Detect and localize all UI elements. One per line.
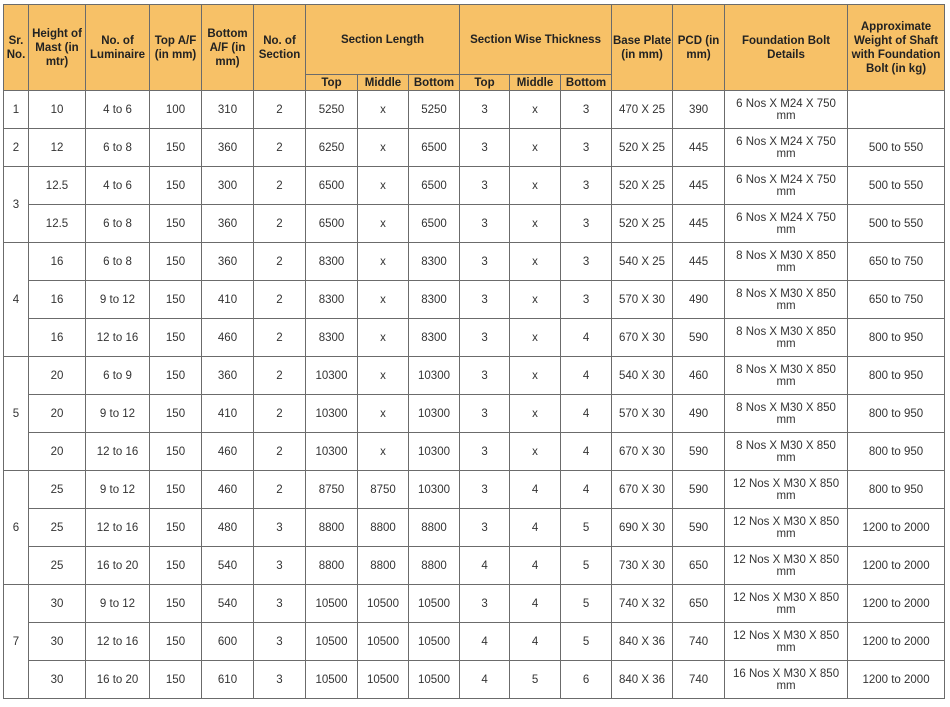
cell-length-bottom: 6500 [409,167,460,205]
cell-length-bottom: 8300 [409,243,460,281]
cell-pcd: 590 [673,471,725,509]
cell-top-af: 150 [150,243,202,281]
header-base-plate: Base Plate (in mm) [612,5,673,91]
cell-top-af: 150 [150,167,202,205]
cell-length-top: 6500 [306,167,358,205]
cell-luminaire: 12 to 16 [86,319,150,357]
cell-thickness-middle: x [510,243,561,281]
cell-sr-no: 2 [4,129,29,167]
cell-base-plate: 730 X 30 [612,547,673,585]
cell-length-top: 8800 [306,547,358,585]
cell-length-bottom: 10300 [409,395,460,433]
table-row [4,91,945,129]
cell-pcd: 590 [673,433,725,471]
cell-sections: 3 [254,509,306,547]
cell-length-top: 10300 [306,433,358,471]
cell-sr-no: 3 [4,167,29,243]
cell-thickness-middle: 4 [510,547,561,585]
cell-length-middle: x [358,167,409,205]
cell-thickness-top: 3 [460,319,510,357]
cell-luminaire: 6 to 8 [86,243,150,281]
cell-bottom-af: 460 [202,433,254,471]
cell-top-af: 150 [150,433,202,471]
cell-thickness-top: 4 [460,623,510,661]
cell-length-middle: x [358,91,409,129]
cell-height: 12.5 [29,167,86,205]
header-length-bottom: Bottom [409,75,460,91]
cell-thickness-bottom: 4 [561,395,612,433]
cell-thickness-middle: x [510,433,561,471]
cell-bolt: 6 Nos X M24 X 750 mm [725,167,848,205]
cell-top-af: 150 [150,129,202,167]
cell-bottom-af: 540 [202,547,254,585]
cell-base-plate: 670 X 30 [612,471,673,509]
cell-pcd: 445 [673,129,725,167]
cell-sections: 2 [254,205,306,243]
cell-bottom-af: 410 [202,281,254,319]
cell-length-bottom: 10500 [409,585,460,623]
cell-thickness-bottom: 4 [561,319,612,357]
cell-thickness-bottom: 6 [561,661,612,699]
cell-height: 20 [29,395,86,433]
cell-luminaire: 9 to 12 [86,281,150,319]
cell-length-middle: 10500 [358,661,409,699]
cell-height: 25 [29,547,86,585]
cell-bottom-af: 480 [202,509,254,547]
cell-sections: 2 [254,129,306,167]
cell-luminaire: 16 to 20 [86,547,150,585]
table-row [4,547,945,585]
cell-pcd: 740 [673,623,725,661]
cell-thickness-top: 4 [460,547,510,585]
cell-length-bottom: 6500 [409,205,460,243]
cell-thickness-bottom: 3 [561,281,612,319]
cell-thickness-middle: x [510,395,561,433]
cell-sections: 2 [254,167,306,205]
cell-thickness-top: 3 [460,509,510,547]
cell-top-af: 150 [150,357,202,395]
table-row [4,471,945,509]
cell-base-plate: 670 X 30 [612,433,673,471]
cell-length-bottom: 6500 [409,129,460,167]
cell-bolt: 12 Nos X M30 X 850 mm [725,471,848,509]
cell-length-top: 10300 [306,357,358,395]
table-row [4,319,945,357]
table-row [4,623,945,661]
cell-length-top: 6500 [306,205,358,243]
cell-pcd: 445 [673,167,725,205]
cell-bolt: 16 Nos X M30 X 850 mm [725,661,848,699]
cell-thickness-bottom: 5 [561,623,612,661]
header-length-top: Top [306,75,358,91]
cell-sections: 2 [254,471,306,509]
cell-weight: 500 to 550 [848,167,945,205]
cell-length-bottom: 10300 [409,357,460,395]
cell-height: 16 [29,319,86,357]
cell-luminaire: 6 to 8 [86,129,150,167]
cell-luminaire: 4 to 6 [86,91,150,129]
header-length-middle: Middle [358,75,409,91]
cell-thickness-bottom: 4 [561,357,612,395]
cell-top-af: 150 [150,509,202,547]
cell-base-plate: 470 X 25 [612,91,673,129]
cell-bottom-af: 310 [202,91,254,129]
cell-height: 12.5 [29,205,86,243]
cell-thickness-middle: 4 [510,585,561,623]
cell-luminaire: 9 to 12 [86,471,150,509]
cell-thickness-top: 3 [460,91,510,129]
cell-height: 30 [29,623,86,661]
cell-thickness-middle: x [510,205,561,243]
cell-base-plate: 540 X 30 [612,357,673,395]
cell-base-plate: 840 X 36 [612,661,673,699]
header-thickness: Section Wise Thickness [460,5,612,75]
cell-base-plate: 740 X 32 [612,585,673,623]
cell-thickness-bottom: 4 [561,471,612,509]
cell-bolt: 12 Nos X M30 X 850 mm [725,623,848,661]
cell-bottom-af: 360 [202,357,254,395]
cell-height: 30 [29,661,86,699]
cell-weight: 800 to 950 [848,395,945,433]
cell-length-middle: x [358,319,409,357]
cell-height: 16 [29,243,86,281]
cell-top-af: 100 [150,91,202,129]
cell-length-top: 10500 [306,661,358,699]
cell-sections: 2 [254,243,306,281]
cell-length-middle: x [358,129,409,167]
cell-top-af: 150 [150,319,202,357]
cell-weight: 650 to 750 [848,281,945,319]
cell-length-top: 6250 [306,129,358,167]
cell-pcd: 650 [673,547,725,585]
cell-thickness-top: 3 [460,205,510,243]
header-thickness-bottom: Bottom [561,75,612,91]
cell-pcd: 490 [673,281,725,319]
cell-weight: 650 to 750 [848,243,945,281]
cell-length-bottom: 8800 [409,509,460,547]
cell-sr-no: 1 [4,91,29,129]
cell-bolt: 8 Nos X M30 X 850 mm [725,319,848,357]
cell-top-af: 150 [150,281,202,319]
cell-thickness-top: 3 [460,395,510,433]
cell-height: 25 [29,471,86,509]
cell-thickness-middle: x [510,129,561,167]
cell-thickness-middle: x [510,281,561,319]
cell-length-top: 8800 [306,509,358,547]
cell-bolt: 8 Nos X M30 X 850 mm [725,395,848,433]
cell-length-top: 10500 [306,623,358,661]
cell-top-af: 150 [150,661,202,699]
cell-sections: 2 [254,357,306,395]
cell-base-plate: 670 X 30 [612,319,673,357]
cell-weight [848,91,945,129]
cell-length-middle: x [358,205,409,243]
cell-thickness-bottom: 5 [561,547,612,585]
cell-thickness-top: 3 [460,167,510,205]
cell-luminaire: 16 to 20 [86,661,150,699]
cell-bottom-af: 300 [202,167,254,205]
cell-top-af: 150 [150,585,202,623]
cell-thickness-middle: x [510,319,561,357]
cell-weight: 800 to 950 [848,319,945,357]
cell-top-af: 150 [150,395,202,433]
cell-thickness-top: 3 [460,243,510,281]
cell-pcd: 490 [673,395,725,433]
cell-bottom-af: 410 [202,395,254,433]
cell-bolt: 8 Nos X M30 X 850 mm [725,243,848,281]
cell-sections: 2 [254,91,306,129]
cell-length-middle: 8800 [358,509,409,547]
cell-length-bottom: 10500 [409,661,460,699]
cell-length-top: 8750 [306,471,358,509]
table-body [4,91,945,699]
cell-length-bottom: 5250 [409,91,460,129]
cell-pcd: 460 [673,357,725,395]
table-row [4,281,945,319]
cell-thickness-bottom: 3 [561,205,612,243]
cell-luminaire: 12 to 16 [86,509,150,547]
table-row [4,509,945,547]
header-thickness-middle: Middle [510,75,561,91]
cell-luminaire: 12 to 16 [86,433,150,471]
cell-pcd: 590 [673,509,725,547]
cell-length-top: 5250 [306,91,358,129]
table-row [4,585,945,623]
cell-bolt: 12 Nos X M30 X 850 mm [725,547,848,585]
table-row [4,661,945,699]
cell-weight: 1200 to 2000 [848,547,945,585]
cell-pcd: 740 [673,661,725,699]
cell-base-plate: 690 X 30 [612,509,673,547]
header-height: Height of Mast (in mtr) [29,5,86,91]
cell-length-middle: x [358,281,409,319]
cell-height: 20 [29,357,86,395]
cell-length-bottom: 10300 [409,471,460,509]
cell-weight: 1200 to 2000 [848,509,945,547]
cell-bottom-af: 540 [202,585,254,623]
cell-sr-no: 4 [4,243,29,357]
cell-top-af: 150 [150,471,202,509]
cell-thickness-top: 3 [460,129,510,167]
cell-base-plate: 570 X 30 [612,395,673,433]
cell-length-top: 8300 [306,243,358,281]
cell-height: 25 [29,509,86,547]
cell-sections: 3 [254,585,306,623]
cell-pcd: 590 [673,319,725,357]
cell-sections: 2 [254,319,306,357]
header-bottom-af: Bottom A/F (in mm) [202,5,254,91]
cell-base-plate: 520 X 25 [612,167,673,205]
cell-length-top: 8300 [306,319,358,357]
cell-sr-no: 6 [4,471,29,585]
cell-bolt: 8 Nos X M30 X 850 mm [725,357,848,395]
cell-bottom-af: 360 [202,243,254,281]
cell-weight: 1200 to 2000 [848,661,945,699]
cell-length-middle: 10500 [358,623,409,661]
cell-bottom-af: 600 [202,623,254,661]
cell-height: 16 [29,281,86,319]
cell-thickness-top: 3 [460,471,510,509]
cell-base-plate: 840 X 36 [612,623,673,661]
table-row [4,167,945,205]
cell-thickness-bottom: 5 [561,509,612,547]
cell-bolt: 8 Nos X M30 X 850 mm [725,281,848,319]
cell-thickness-middle: x [510,91,561,129]
header-sr-no: Sr. No. [4,5,29,91]
cell-thickness-middle: 4 [510,471,561,509]
cell-luminaire: 9 to 12 [86,585,150,623]
header-thickness-top: Top [460,75,510,91]
cell-top-af: 150 [150,623,202,661]
table-row [4,357,945,395]
header-weight: Approximate Weight of Shaft with Foundation Bolt (in kg) [848,5,945,91]
header-sections: No. of Section [254,5,306,91]
cell-weight: 1200 to 2000 [848,623,945,661]
cell-thickness-top: 3 [460,585,510,623]
cell-thickness-middle: x [510,167,561,205]
cell-weight: 800 to 950 [848,357,945,395]
cell-length-bottom: 10300 [409,433,460,471]
cell-sections: 2 [254,395,306,433]
cell-thickness-top: 3 [460,433,510,471]
cell-top-af: 150 [150,205,202,243]
cell-length-middle: x [358,433,409,471]
cell-weight: 1200 to 2000 [848,585,945,623]
table-row [4,243,945,281]
cell-pcd: 445 [673,243,725,281]
header-luminaire: No. of Luminaire [86,5,150,91]
header-top-af: Top A/F (in mm) [150,5,202,91]
cell-luminaire: 9 to 12 [86,395,150,433]
cell-thickness-bottom: 3 [561,91,612,129]
cell-height: 10 [29,91,86,129]
cell-sections: 3 [254,547,306,585]
cell-length-top: 10500 [306,585,358,623]
cell-weight: 800 to 950 [848,471,945,509]
cell-thickness-bottom: 3 [561,129,612,167]
cell-thickness-middle: 5 [510,661,561,699]
cell-bolt: 6 Nos X M24 X 750 mm [725,205,848,243]
cell-length-middle: x [358,395,409,433]
cell-thickness-bottom: 5 [561,585,612,623]
table-row [4,205,945,243]
cell-bottom-af: 610 [202,661,254,699]
cell-base-plate: 570 X 30 [612,281,673,319]
cell-sections: 2 [254,433,306,471]
cell-length-bottom: 8300 [409,281,460,319]
cell-top-af: 150 [150,547,202,585]
cell-length-middle: x [358,243,409,281]
cell-sections: 3 [254,661,306,699]
cell-luminaire: 4 to 6 [86,167,150,205]
cell-thickness-middle: 4 [510,509,561,547]
cell-length-middle: 8800 [358,547,409,585]
cell-length-top: 10300 [306,395,358,433]
cell-thickness-top: 3 [460,281,510,319]
cell-thickness-middle: x [510,357,561,395]
cell-length-middle: 8750 [358,471,409,509]
cell-height: 20 [29,433,86,471]
header-bolt: Foundation Bolt Details [725,5,848,91]
cell-length-bottom: 8800 [409,547,460,585]
cell-base-plate: 520 X 25 [612,129,673,167]
cell-length-middle: 10500 [358,585,409,623]
cell-luminaire: 12 to 16 [86,623,150,661]
cell-pcd: 445 [673,205,725,243]
cell-sections: 3 [254,623,306,661]
cell-bolt: 12 Nos X M30 X 850 mm [725,585,848,623]
cell-thickness-top: 3 [460,357,510,395]
cell-thickness-bottom: 3 [561,167,612,205]
header-section-length: Section Length [306,5,460,75]
cell-length-bottom: 8300 [409,319,460,357]
cell-thickness-top: 4 [460,661,510,699]
table-header [4,5,945,91]
cell-bottom-af: 460 [202,471,254,509]
cell-base-plate: 540 X 25 [612,243,673,281]
cell-bottom-af: 360 [202,205,254,243]
table-row [4,395,945,433]
cell-bolt: 8 Nos X M30 X 850 mm [725,433,848,471]
cell-luminaire: 6 to 9 [86,357,150,395]
cell-thickness-middle: 4 [510,623,561,661]
cell-sections: 2 [254,281,306,319]
cell-bolt: 12 Nos X M30 X 850 mm [725,509,848,547]
cell-pcd: 650 [673,585,725,623]
cell-base-plate: 520 X 25 [612,205,673,243]
cell-weight: 500 to 550 [848,129,945,167]
cell-bolt: 6 Nos X M24 X 750 mm [725,91,848,129]
spec-table-wrapper [3,4,945,699]
cell-weight: 500 to 550 [848,205,945,243]
table-row [4,433,945,471]
cell-bolt: 6 Nos X M24 X 750 mm [725,129,848,167]
high-mast-spec-table [3,4,945,699]
cell-length-top: 8300 [306,281,358,319]
cell-height: 12 [29,129,86,167]
cell-thickness-bottom: 4 [561,433,612,471]
cell-thickness-bottom: 3 [561,243,612,281]
cell-pcd: 390 [673,91,725,129]
header-pcd: PCD (in mm) [673,5,725,91]
cell-length-middle: x [358,357,409,395]
cell-bottom-af: 460 [202,319,254,357]
cell-sr-no: 7 [4,585,29,699]
cell-sr-no: 5 [4,357,29,471]
cell-weight: 800 to 950 [848,433,945,471]
cell-bottom-af: 360 [202,129,254,167]
cell-length-bottom: 10500 [409,623,460,661]
table-row [4,129,945,167]
cell-luminaire: 6 to 8 [86,205,150,243]
cell-height: 30 [29,585,86,623]
